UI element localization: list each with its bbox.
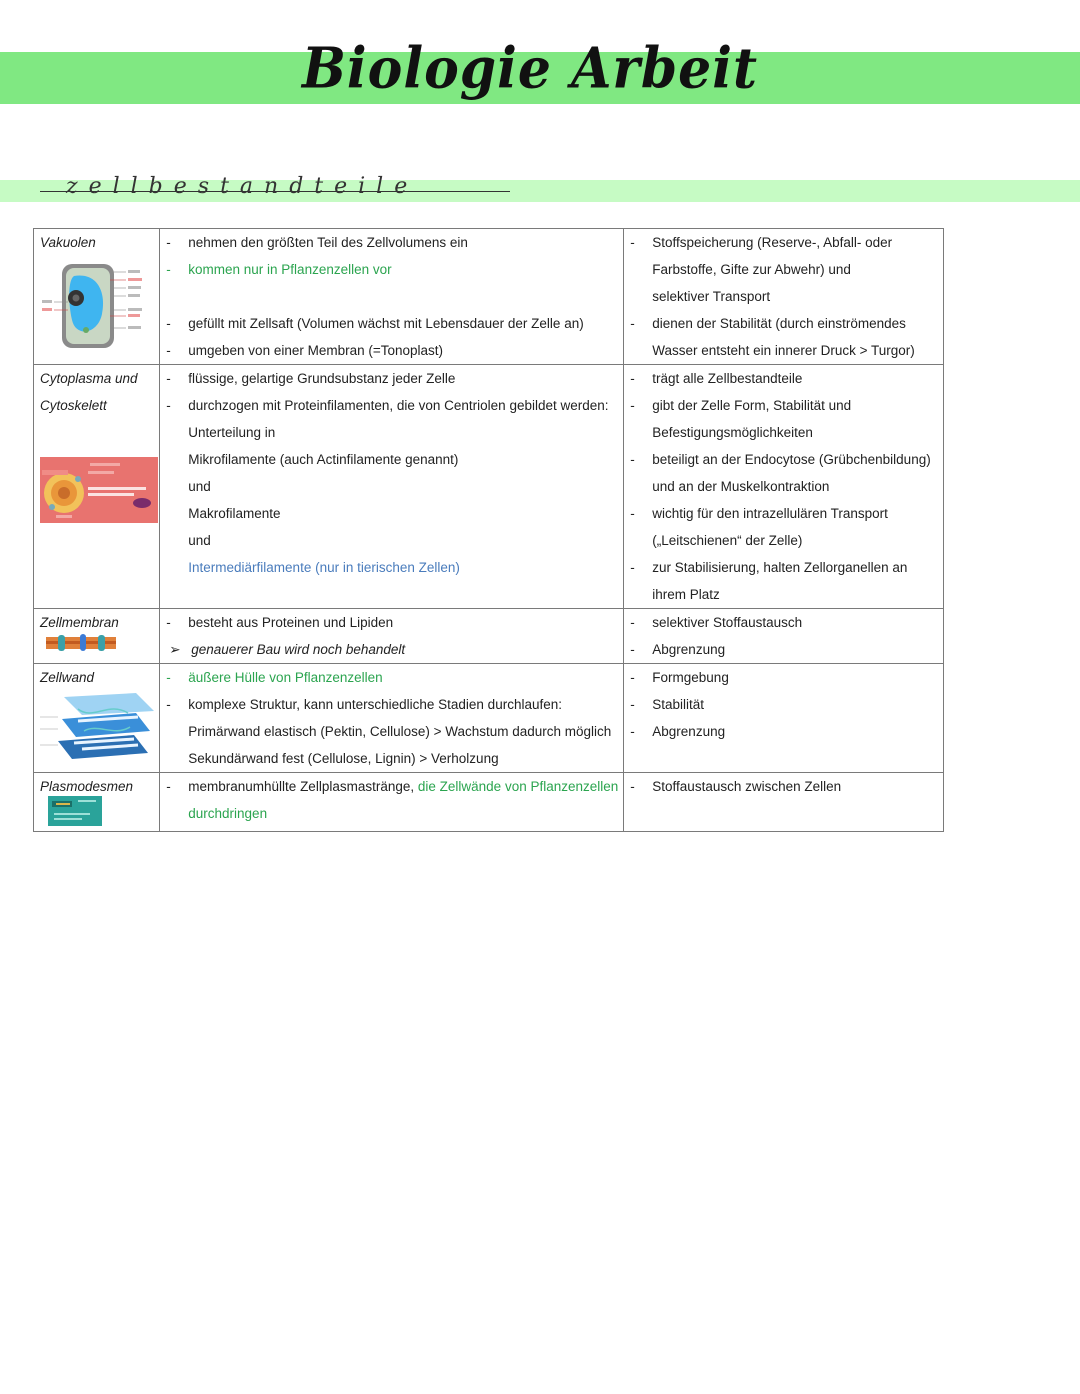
dash-bullet: - [630,779,635,794]
membrane-diagram-image [46,634,116,652]
table-row-zellmembran [34,609,944,664]
table-row-cytoplasma [34,365,944,609]
function-line: und an der Muskelkontraktion [652,479,830,494]
dash-bullet: - [630,560,635,575]
dash-bullet: - [630,452,635,467]
dash-bullet: - [166,371,171,386]
function-line: - Stoffaustausch zwischen Zellen [624,773,943,800]
row-name: Plasmodesmen [40,779,134,794]
property-line: Intermediärfilamente (nur in tierischen Zellen) [188,560,460,575]
properties-cell [160,365,624,609]
property-line: - umgeben von einer Membran (=Tonoplast) [160,337,623,364]
plant-cell-diagram-image [40,256,150,348]
properties-cell [160,609,624,664]
functions-cell [624,609,944,664]
property-line: - nehmen den größten Teil des Zellvolumens ein [160,229,623,256]
dash-bullet: - [166,235,171,250]
dash-bullet: - [630,371,635,386]
dash-bullet: - [630,615,635,630]
property-line: Unterteilung in [188,425,276,440]
function-line: - Formgebung [624,664,943,691]
name-cell [34,229,160,365]
row-name: Vakuolen [40,235,96,250]
property-line: - membranumhüllte Zellplasmastränge, die Zellwände von Pflanzenzellen [160,773,623,800]
property-line: Primärwand elastisch (Pektin, Cellulose) > Wachstum dadurch möglich [188,724,612,739]
function-line: - zur Stabilisierung, halten Zellorganellen an [624,554,943,581]
dash-bullet: - [630,235,635,250]
row-name: Cytoskelett [40,398,107,413]
properties-cell [160,773,624,832]
plasmodesmata-diagram-image [48,796,102,826]
functions-cell [624,773,944,832]
arrow-bullet: ➢ [169,642,181,657]
table-row-zellwand [34,664,944,773]
properties-cell [160,664,624,773]
dash-bullet: - [630,670,635,685]
function-line: - gibt der Zelle Form, Stabilität und [624,392,943,419]
cell-components-table [33,228,944,832]
function-line: - Stoffspeicherung (Reserve-, Abfall- oder [624,229,943,256]
property-line: ➢ genauerer Bau wird noch behandelt [160,636,623,663]
property-line: Sekundärwand fest (Cellulose, Lignin) > Verholzung [188,751,499,766]
property-line: - gefüllt mit Zellsaft (Volumen wächst mit Lebensdauer der Zelle an) [160,310,623,337]
function-line: - Abgrenzung [624,636,943,663]
dash-bullet: - [166,615,171,630]
property-line: durchdringen [188,806,268,821]
name-cell [34,773,160,832]
cytoskeleton-diagram-image [40,457,158,523]
function-line: („Leitschienen“ der Zelle) [652,533,803,548]
function-line: - trägt alle Zellbestandteile [624,365,943,392]
row-name: Zellwand [40,670,95,685]
function-line: - wichtig für den intrazellulären Transport [624,500,943,527]
function-line: Befestigungsmöglichkeiten [652,425,813,440]
property-line: und [188,479,211,494]
property-line: - komplexe Struktur, kann unterschiedliche Stadien durchlaufen: [160,691,623,718]
property-line: Mikrofilamente (auch Actinfilamente genannt) [188,452,459,467]
page-title: Biologie Arbeit [301,35,759,102]
property-line: - kommen nur in Pflanzenzellen vor [160,256,623,283]
property-line: und [188,533,211,548]
property-line: - durchzogen mit Proteinfilamenten, die von Centriolen gebildet werden: [160,392,623,419]
functions-cell [624,365,944,609]
functions-cell [624,664,944,773]
dash-bullet: - [630,697,635,712]
dash-bullet: - [166,316,171,331]
dash-bullet: - [630,398,635,413]
dash-bullet: - [166,343,171,358]
name-cell [34,664,160,773]
table-row-plasmodesmen [34,773,944,832]
subtitle-text: zellbestandteile [66,174,419,199]
function-line: - Stabilität [624,691,943,718]
dash-bullet: - [166,398,171,413]
dash-bullet: - [166,670,171,685]
cell-wall-diagram-image [38,691,154,763]
name-cell [34,365,160,609]
function-line: - Abgrenzung [624,718,943,745]
function-line: ihrem Platz [652,587,720,602]
function-line: - selektiver Stoffaustausch [624,609,943,636]
property-line: - besteht aus Proteinen und Lipiden [160,609,623,636]
function-line: Farbstoffe, Gifte zur Abwehr) und [652,262,851,277]
property-line: - flüssige, gelartige Grundsubstanz jeder Zelle [160,365,623,392]
function-line: selektiver Transport [652,289,771,304]
name-cell [34,609,160,664]
row-name: Cytoplasma und [40,371,138,386]
dash-bullet: - [630,724,635,739]
dash-bullet: - [166,779,171,794]
dash-bullet: - [630,642,635,657]
section-subtitle [40,170,520,204]
properties-cell [160,229,624,365]
dash-bullet: - [630,316,635,331]
dash-bullet: - [630,506,635,521]
dash-bullet: - [166,262,171,277]
function-line: - dienen der Stabilität (durch einströmendes [624,310,943,337]
row-name: Zellmembran [40,615,119,630]
dash-bullet: - [166,697,171,712]
functions-cell [624,229,944,365]
function-line: - beteiligt an der Endocytose (Grübchenbildung) [624,446,943,473]
property-line: Makrofilamente [188,506,281,521]
function-line: Wasser entsteht ein innerer Druck > Turgor) [652,343,915,358]
property-line: - äußere Hülle von Pflanzenzellen [160,664,623,691]
table-row-vakuolen [34,229,944,365]
